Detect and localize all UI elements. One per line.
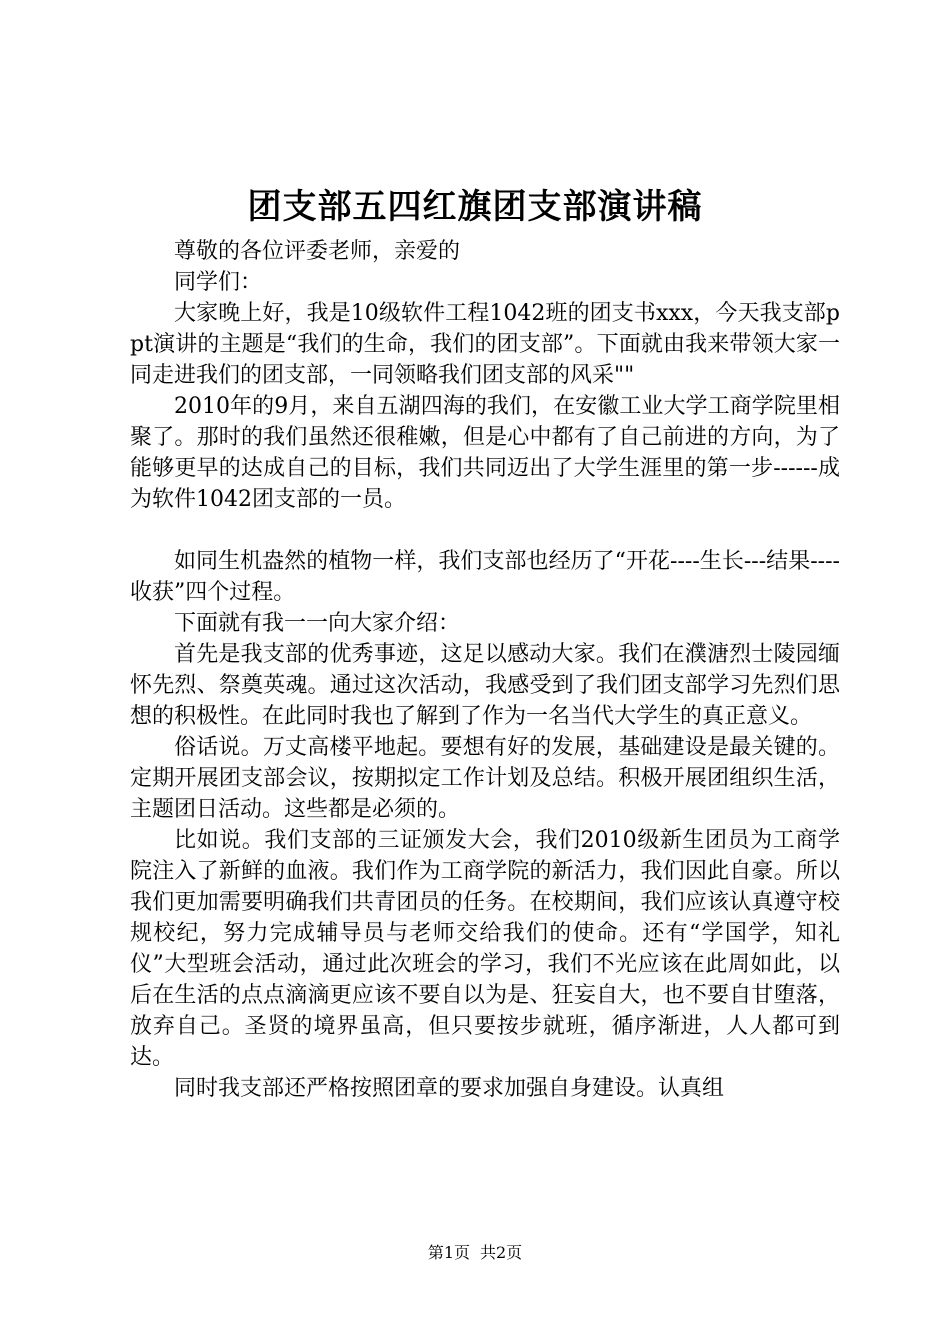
document-body xyxy=(130,236,840,1104)
paragraph-intro: 下面就有我一一向大家介绍： xyxy=(174,611,461,636)
paragraph-greeting: 大家晚上好，我是10级软件工程1042班的团支书xxx，今天我支部ppt演讲的主题是“我们的生命，我们的团支部”。下面就由我来带领大家一同走进我们的团支部，一同领略我们团支部的风采"" xyxy=(130,301,840,388)
page-footer xyxy=(0,1242,950,1264)
paragraph-example: 比如说。我们支部的三证颁发大会，我们2010级新生团员为工商学院注入了新鲜的血液。我们作为工商学院的新活力，我们因此自豪。所以我们更加需要明确我们共青团员的任务。在校期间，我们应该认真遵守校规校纪，努力完成辅导员与老师交给我们的使命。还有“学国学，知礼仪”大型班会活动，通过此次班会的学习，我们不光应该在此周如此，以后在生活的点点滴滴更应该不要自以为是、狂妄自大，也不要自甘堕落，放弃自己。圣贤的境界虽高，但只要按步就班，循序渐进，人人都可到达。 xyxy=(130,828,840,1070)
paragraph-foundation: 俗话说。万丈高楼平地起。要想有好的发展，基础建设是最关键的。定期开展团支部会议，按期拟定工作计划及总结。积极开展团组织生活，主题团日活动。这些都是必须的。 xyxy=(130,735,840,822)
paragraph-deeds: 首先是我支部的优秀事迹，这足以感动大家。我们在濮溏烈士陵园缅怀先烈、祭奠英魂。通过这次活动，我感受到了我们团支部学习先烈们思想的积极性。在此同时我也了解到了作为一名当代大学生的真正意义。 xyxy=(130,642,840,729)
page-number: 第1页 xyxy=(427,1243,470,1262)
paragraph-salutation-cont: 同学们： xyxy=(174,270,263,295)
paragraph-construction: 同时我支部还严格按照团章的要求加强自身建设。认真组 xyxy=(174,1076,725,1101)
document-title: 团支部五四红旗团支部演讲稿 xyxy=(247,187,703,227)
page-total: 共2页 xyxy=(480,1243,523,1262)
paragraph-salutation: 尊敬的各位评委老师，亲爱的 xyxy=(174,239,461,264)
paragraph-stages: 如同生机盎然的植物一样，我们支部也经历了“开花----生长---结果----收获”四个过程。 xyxy=(130,549,840,605)
paragraph-history: 2010年的9月，来自五湖四海的我们，在安徽工业大学工商学院里相聚了。那时的我们虽然还很稚嫩，但是心中都有了自己前进的方向，为了能够更早的达成自己的目标，我们共同迈出了大学生涯里的第一步------成为软件1042团支部的一员。 xyxy=(130,394,840,512)
